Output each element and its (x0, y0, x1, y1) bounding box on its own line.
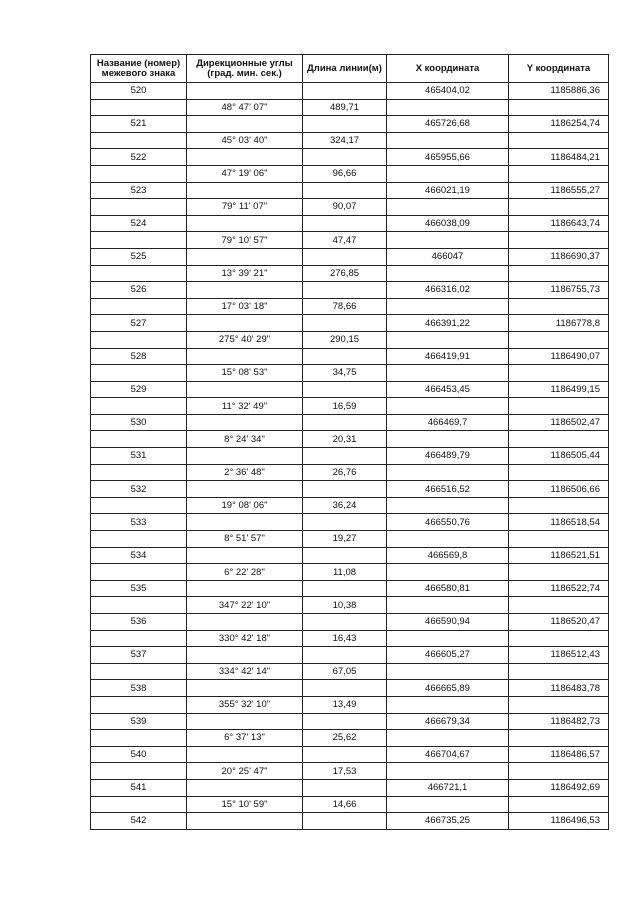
empty-cell (187, 315, 303, 332)
empty-cell (387, 796, 509, 813)
point-name: 537 (91, 647, 187, 664)
x-coordinate: 466679,34 (387, 713, 509, 730)
table-body (91, 83, 609, 830)
empty-cell (509, 796, 609, 813)
direction-angle: 15° 08' 53" (187, 365, 303, 382)
point-name: 526 (91, 282, 187, 299)
empty-cell (303, 813, 387, 830)
x-coordinate: 466605,27 (387, 647, 509, 664)
point-name: 542 (91, 813, 187, 830)
point-row (91, 779, 609, 796)
empty-cell (187, 381, 303, 398)
empty-cell (509, 630, 609, 647)
empty-cell (91, 298, 187, 315)
point-name: 528 (91, 348, 187, 365)
point-name: 533 (91, 514, 187, 531)
point-row (91, 182, 609, 199)
empty-cell (187, 481, 303, 498)
line-length: 36,24 (303, 497, 387, 514)
point-name: 521 (91, 116, 187, 133)
empty-cell (509, 99, 609, 116)
x-coordinate: 465404,02 (387, 83, 509, 100)
segment-row (91, 730, 609, 747)
direction-angle: 11° 32' 49" (187, 398, 303, 415)
x-coordinate: 466516,52 (387, 481, 509, 498)
empty-cell (91, 531, 187, 548)
empty-cell (387, 696, 509, 713)
empty-cell (91, 265, 187, 282)
x-coordinate: 466665,89 (387, 680, 509, 697)
direction-angle: 48° 47' 07" (187, 99, 303, 116)
point-row (91, 215, 609, 232)
empty-cell (303, 282, 387, 299)
empty-cell (387, 398, 509, 415)
empty-cell (91, 464, 187, 481)
empty-cell (509, 331, 609, 348)
segment-row (91, 265, 609, 282)
empty-cell (509, 497, 609, 514)
empty-cell (303, 448, 387, 465)
empty-cell (187, 282, 303, 299)
empty-cell (187, 580, 303, 597)
empty-cell (303, 481, 387, 498)
empty-cell (509, 298, 609, 315)
x-coordinate: 466047 (387, 248, 509, 265)
line-length: 276,85 (303, 265, 387, 282)
x-coordinate: 466569,8 (387, 547, 509, 564)
header-line-length: Длина линии(м) (303, 55, 387, 83)
empty-cell (387, 730, 509, 747)
empty-cell (387, 630, 509, 647)
empty-cell (509, 431, 609, 448)
point-name: 524 (91, 215, 187, 232)
empty-cell (91, 99, 187, 116)
y-coordinate: 1186520,47 (509, 614, 609, 631)
empty-cell (303, 746, 387, 763)
segment-row (91, 199, 609, 216)
line-length: 16,59 (303, 398, 387, 415)
empty-cell (91, 696, 187, 713)
line-length: 13,49 (303, 696, 387, 713)
empty-cell (187, 248, 303, 265)
y-coordinate: 1186492,69 (509, 779, 609, 796)
segment-row (91, 796, 609, 813)
direction-angle: 6° 37' 13" (187, 730, 303, 747)
y-coordinate: 1186496,53 (509, 813, 609, 830)
line-length: 16,43 (303, 630, 387, 647)
empty-cell (509, 398, 609, 415)
empty-cell (509, 132, 609, 149)
y-coordinate: 1186555,27 (509, 182, 609, 199)
y-coordinate: 1186521,51 (509, 547, 609, 564)
y-coordinate: 1186643,74 (509, 215, 609, 232)
empty-cell (509, 265, 609, 282)
direction-angle: 347° 22' 10" (187, 597, 303, 614)
line-length: 10,38 (303, 597, 387, 614)
x-coordinate: 466489,79 (387, 448, 509, 465)
empty-cell (303, 248, 387, 265)
empty-cell (387, 431, 509, 448)
empty-cell (303, 348, 387, 365)
line-length: 67,05 (303, 663, 387, 680)
y-coordinate: 1186254,74 (509, 116, 609, 133)
point-name: 520 (91, 83, 187, 100)
line-length: 78,66 (303, 298, 387, 315)
segment-row (91, 497, 609, 514)
line-length: 11,08 (303, 564, 387, 581)
empty-cell (387, 464, 509, 481)
empty-cell (91, 730, 187, 747)
empty-cell (187, 680, 303, 697)
x-coordinate: 466021,19 (387, 182, 509, 199)
header-y-coordinate: Y координата (509, 55, 609, 83)
empty-cell (509, 464, 609, 481)
empty-cell (303, 647, 387, 664)
point-row (91, 813, 609, 830)
direction-angle: 79° 11' 07" (187, 199, 303, 216)
x-coordinate: 466453,45 (387, 381, 509, 398)
line-length: 290,15 (303, 331, 387, 348)
point-row (91, 547, 609, 564)
empty-cell (303, 83, 387, 100)
y-coordinate: 1186506,66 (509, 481, 609, 498)
line-length: 47,47 (303, 232, 387, 249)
x-coordinate: 466038,09 (387, 215, 509, 232)
empty-cell (509, 696, 609, 713)
segment-row (91, 696, 609, 713)
line-length: 96,66 (303, 165, 387, 182)
segment-row (91, 564, 609, 581)
empty-cell (509, 165, 609, 182)
empty-cell (187, 713, 303, 730)
header-point-name: Название (номер) межевого знака (91, 55, 187, 83)
segment-row (91, 663, 609, 680)
empty-cell (91, 564, 187, 581)
empty-cell (387, 763, 509, 780)
point-name: 532 (91, 481, 187, 498)
empty-cell (387, 531, 509, 548)
empty-cell (187, 83, 303, 100)
direction-angle: 330° 42' 18" (187, 630, 303, 647)
y-coordinate: 1186505,44 (509, 448, 609, 465)
x-coordinate: 466419,91 (387, 348, 509, 365)
direction-angle: 20° 25' 47" (187, 763, 303, 780)
empty-cell (387, 564, 509, 581)
point-name: 541 (91, 779, 187, 796)
direction-angle: 355° 32' 10" (187, 696, 303, 713)
point-row (91, 381, 609, 398)
point-row (91, 414, 609, 431)
x-coordinate: 466590,94 (387, 614, 509, 631)
y-coordinate: 1186755,73 (509, 282, 609, 299)
direction-angle: 19° 08' 06" (187, 497, 303, 514)
segment-row (91, 398, 609, 415)
empty-cell (303, 614, 387, 631)
empty-cell (91, 398, 187, 415)
point-name: 540 (91, 746, 187, 763)
empty-cell (303, 779, 387, 796)
empty-cell (509, 365, 609, 382)
empty-cell (91, 365, 187, 382)
empty-cell (387, 331, 509, 348)
line-length: 489,71 (303, 99, 387, 116)
point-row (91, 248, 609, 265)
empty-cell (91, 663, 187, 680)
direction-angle: 45° 03' 40" (187, 132, 303, 149)
empty-cell (91, 597, 187, 614)
point-name: 535 (91, 580, 187, 597)
empty-cell (187, 647, 303, 664)
y-coordinate: 1186518,54 (509, 514, 609, 531)
point-row (91, 580, 609, 597)
empty-cell (303, 182, 387, 199)
x-coordinate: 466704,67 (387, 746, 509, 763)
point-name: 525 (91, 248, 187, 265)
segment-row (91, 232, 609, 249)
empty-cell (91, 132, 187, 149)
direction-angle: 334° 42' 14" (187, 663, 303, 680)
x-coordinate: 466550,76 (387, 514, 509, 531)
empty-cell (187, 448, 303, 465)
point-row (91, 680, 609, 697)
empty-cell (187, 182, 303, 199)
point-name: 531 (91, 448, 187, 465)
table-header-row (91, 55, 609, 83)
direction-angle: 13° 39' 21" (187, 265, 303, 282)
point-name: 527 (91, 315, 187, 332)
empty-cell (509, 232, 609, 249)
empty-cell (509, 597, 609, 614)
direction-angle: 275° 40' 29" (187, 331, 303, 348)
empty-cell (187, 414, 303, 431)
direction-angle: 15° 10' 59" (187, 796, 303, 813)
empty-cell (91, 165, 187, 182)
point-row (91, 315, 609, 332)
empty-cell (509, 763, 609, 780)
empty-cell (187, 215, 303, 232)
line-length: 17,53 (303, 763, 387, 780)
y-coordinate: 1186499,15 (509, 381, 609, 398)
empty-cell (303, 315, 387, 332)
y-coordinate: 1186512,43 (509, 647, 609, 664)
point-row (91, 614, 609, 631)
point-row (91, 481, 609, 498)
point-name: 536 (91, 614, 187, 631)
y-coordinate: 1186490,07 (509, 348, 609, 365)
segment-row (91, 630, 609, 647)
direction-angle: 17° 03' 18" (187, 298, 303, 315)
empty-cell (303, 580, 387, 597)
segment-row (91, 365, 609, 382)
y-coordinate: 1186690,37 (509, 248, 609, 265)
x-coordinate: 466391,22 (387, 315, 509, 332)
empty-cell (303, 381, 387, 398)
y-coordinate: 1186778,8 (509, 315, 609, 332)
segment-row (91, 165, 609, 182)
empty-cell (303, 149, 387, 166)
point-name: 538 (91, 680, 187, 697)
point-name: 539 (91, 713, 187, 730)
segment-row (91, 331, 609, 348)
empty-cell (387, 99, 509, 116)
point-row (91, 282, 609, 299)
x-coordinate: 465955,66 (387, 149, 509, 166)
point-name: 522 (91, 149, 187, 166)
header-direction-angle: Дирекционные углы (град. мин. сек.) (187, 55, 303, 83)
y-coordinate: 1186486,57 (509, 746, 609, 763)
line-length: 26,76 (303, 464, 387, 481)
direction-angle: 79° 10' 57" (187, 232, 303, 249)
empty-cell (187, 614, 303, 631)
y-coordinate: 1186522,74 (509, 580, 609, 597)
point-row (91, 348, 609, 365)
point-name: 530 (91, 414, 187, 431)
direction-angle: 8° 24' 34" (187, 431, 303, 448)
empty-cell (187, 746, 303, 763)
line-length: 324,17 (303, 132, 387, 149)
direction-angle: 47° 19' 06" (187, 165, 303, 182)
empty-cell (387, 265, 509, 282)
segment-row (91, 531, 609, 548)
empty-cell (303, 547, 387, 564)
empty-cell (509, 199, 609, 216)
empty-cell (303, 514, 387, 531)
empty-cell (91, 199, 187, 216)
line-length: 19,27 (303, 531, 387, 548)
header-x-coordinate: X координата (387, 55, 509, 83)
empty-cell (91, 497, 187, 514)
segment-row (91, 99, 609, 116)
empty-cell (509, 663, 609, 680)
y-coordinate: 1185886,36 (509, 83, 609, 100)
point-name: 534 (91, 547, 187, 564)
segment-row (91, 464, 609, 481)
empty-cell (387, 497, 509, 514)
x-coordinate: 466316,02 (387, 282, 509, 299)
x-coordinate: 466735,25 (387, 813, 509, 830)
point-name: 523 (91, 182, 187, 199)
point-row (91, 448, 609, 465)
segment-row (91, 298, 609, 315)
x-coordinate: 466721,1 (387, 779, 509, 796)
empty-cell (387, 232, 509, 249)
empty-cell (387, 199, 509, 216)
direction-angle: 2° 36' 48" (187, 464, 303, 481)
empty-cell (91, 763, 187, 780)
x-coordinate: 466469,7 (387, 414, 509, 431)
segment-row (91, 431, 609, 448)
empty-cell (91, 431, 187, 448)
x-coordinate: 465726,68 (387, 116, 509, 133)
empty-cell (509, 730, 609, 747)
line-length: 14,66 (303, 796, 387, 813)
point-row (91, 83, 609, 100)
segment-row (91, 597, 609, 614)
empty-cell (509, 564, 609, 581)
empty-cell (303, 713, 387, 730)
line-length: 25,62 (303, 730, 387, 747)
empty-cell (387, 597, 509, 614)
empty-cell (91, 331, 187, 348)
segment-row (91, 763, 609, 780)
empty-cell (387, 165, 509, 182)
empty-cell (387, 132, 509, 149)
y-coordinate: 1186502,47 (509, 414, 609, 431)
empty-cell (187, 813, 303, 830)
x-coordinate: 466580,81 (387, 580, 509, 597)
point-row (91, 116, 609, 133)
empty-cell (187, 779, 303, 796)
empty-cell (387, 663, 509, 680)
line-length: 90,07 (303, 199, 387, 216)
point-row (91, 713, 609, 730)
empty-cell (303, 680, 387, 697)
empty-cell (387, 298, 509, 315)
point-row (91, 746, 609, 763)
empty-cell (187, 149, 303, 166)
point-row (91, 149, 609, 166)
empty-cell (187, 514, 303, 531)
segment-row (91, 132, 609, 149)
point-row (91, 647, 609, 664)
line-length: 34,75 (303, 365, 387, 382)
empty-cell (91, 630, 187, 647)
empty-cell (303, 116, 387, 133)
y-coordinate: 1186484,21 (509, 149, 609, 166)
direction-angle: 6° 22' 28" (187, 564, 303, 581)
direction-angle: 8° 51' 57" (187, 531, 303, 548)
point-name: 529 (91, 381, 187, 398)
empty-cell (91, 232, 187, 249)
point-row (91, 514, 609, 531)
empty-cell (187, 547, 303, 564)
boundary-coordinates-table (90, 54, 609, 830)
empty-cell (303, 215, 387, 232)
empty-cell (187, 348, 303, 365)
empty-cell (91, 796, 187, 813)
empty-cell (303, 414, 387, 431)
empty-cell (509, 531, 609, 548)
empty-cell (187, 116, 303, 133)
line-length: 20,31 (303, 431, 387, 448)
y-coordinate: 1186483,78 (509, 680, 609, 697)
empty-cell (387, 365, 509, 382)
y-coordinate: 1186482,73 (509, 713, 609, 730)
